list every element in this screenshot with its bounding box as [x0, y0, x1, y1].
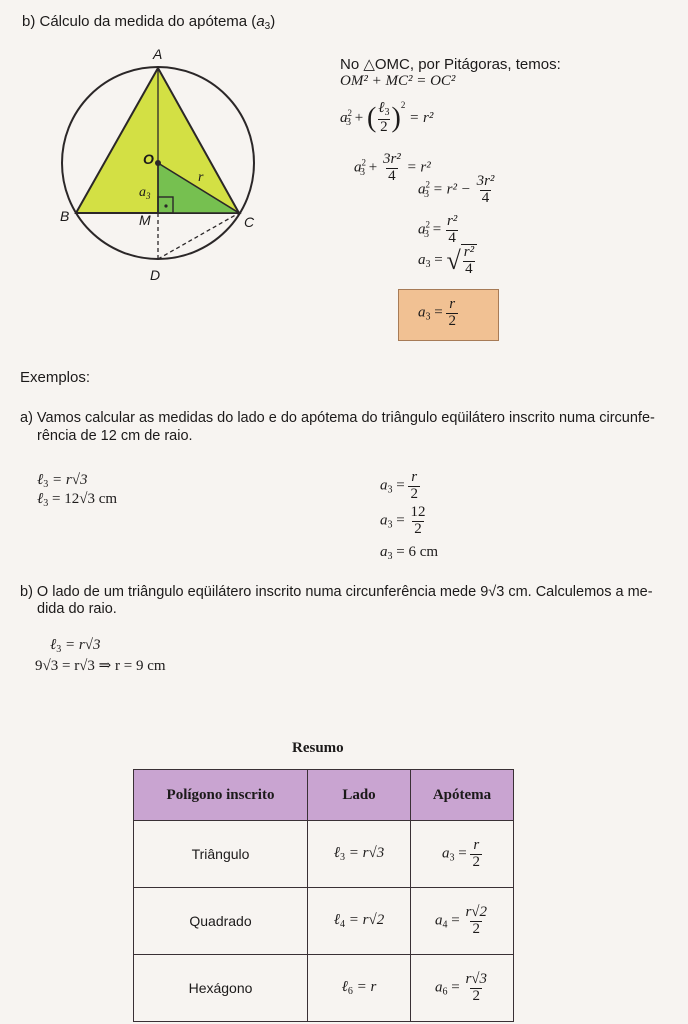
label-M: M: [139, 212, 151, 228]
apothem-formula: $a_6$ = $\frac{r√3}{2}$: [411, 955, 514, 1022]
polygon-name: Quadrado: [134, 888, 308, 955]
right-angle-dot: [164, 204, 167, 207]
derivation-line-1: OM² + MC² = OC²: [340, 73, 456, 89]
center-point: [155, 160, 161, 166]
side-formula: ℓ$_4$ = r√2: [308, 888, 411, 955]
side-formula: ℓ$_6$ = r: [308, 955, 411, 1022]
side-formula: ℓ$_3$ = r√3: [308, 821, 411, 888]
example-a-right-2: $a_3$ = $\frac{12}{2}$: [380, 504, 426, 537]
polygon-name: Triângulo: [134, 821, 308, 888]
table-row: [134, 821, 514, 888]
apothem-formula: $a_3$ = $\frac{r}{2}$: [411, 821, 514, 888]
example-b-line-1: b) O lado de um triângulo eqüilátero inscrito numa circunferência mede 9√3 cm. Calculemos a me-: [20, 584, 653, 600]
example-a-line-2: rência de 12 cm de raio.: [37, 428, 193, 444]
derivation-line-3: $a^2_3$ + $\frac{\text{3r²}}{4}$ = r²: [354, 151, 431, 184]
header-polygon: Polígono inscrito: [134, 770, 308, 821]
derivation-line-6: $a_3$ = √ $\frac{\text{r²}}{4}$: [418, 244, 477, 278]
heading-text: b) Cálculo da medida do apótema (: [22, 13, 257, 30]
example-b-eq-1: ℓ$_3$ = r√3: [50, 637, 101, 655]
label-a3: $a_3$: [139, 185, 151, 201]
example-a-right-3: $a_3 = 6$ cm: [380, 544, 439, 562]
inscribed-triangle-figure: [40, 40, 290, 290]
label-O: O: [143, 151, 154, 167]
label-C: C: [244, 214, 255, 230]
table-row: [134, 888, 514, 955]
result-formula: $a_3$ = $\frac{r}{2}$: [418, 296, 456, 329]
example-b-line-2: dida do raio.: [37, 601, 117, 617]
derivation-line-2: $a^2_3$ + ( $\frac{\ell_3}{2}$ )$^2$ = r²: [340, 100, 434, 135]
example-a-right-1: $a_3$ = $\frac{r}{2}$: [380, 469, 418, 502]
derivation-line-4: $a^2_3 = r^2$ − $\frac{\text{3r²}}{4}$: [418, 173, 495, 206]
label-r: r: [198, 170, 204, 185]
header-apothem: Apótema: [411, 770, 514, 821]
derivation-line-5: $a^2_3$ = $\frac{\text{r²}}{4}$: [418, 213, 458, 246]
derivation-intro: No △OMC, por Pitágoras, temos:: [340, 56, 561, 73]
examples-title: Exemplos:: [20, 369, 91, 386]
section-heading: [22, 13, 275, 32]
example-a-line-1: a) Vamos calcular as medidas do lado e do apótema do triângulo eqüilátero inscrito numa circunfe-: [20, 410, 655, 426]
dc-dashed: [158, 213, 239, 259]
label-B: B: [60, 208, 70, 224]
example-b-eq-2: 9√3 = r√3 ⇒ r = 9 cm: [35, 658, 166, 674]
label-D: D: [150, 267, 161, 283]
summary-header-row: [134, 770, 514, 821]
polygon-name: Hexágono: [134, 955, 308, 1022]
example-a-left-2: ℓ$_3$ = 12√3 cm: [37, 491, 118, 509]
table-row: [134, 955, 514, 1022]
summary-title: Resumo: [292, 740, 344, 756]
example-a-left-1: ℓ$_3$ = r√3: [37, 472, 88, 490]
header-side: Lado: [308, 770, 411, 821]
summary-table: [133, 769, 514, 1022]
heading-close: ): [270, 13, 276, 30]
heading-sub: 3: [264, 21, 271, 32]
apothem-formula: $a_4$ = $\frac{r√2}{2}$: [411, 888, 514, 955]
heading-symbol: a: [256, 13, 265, 30]
label-A: A: [153, 46, 163, 62]
